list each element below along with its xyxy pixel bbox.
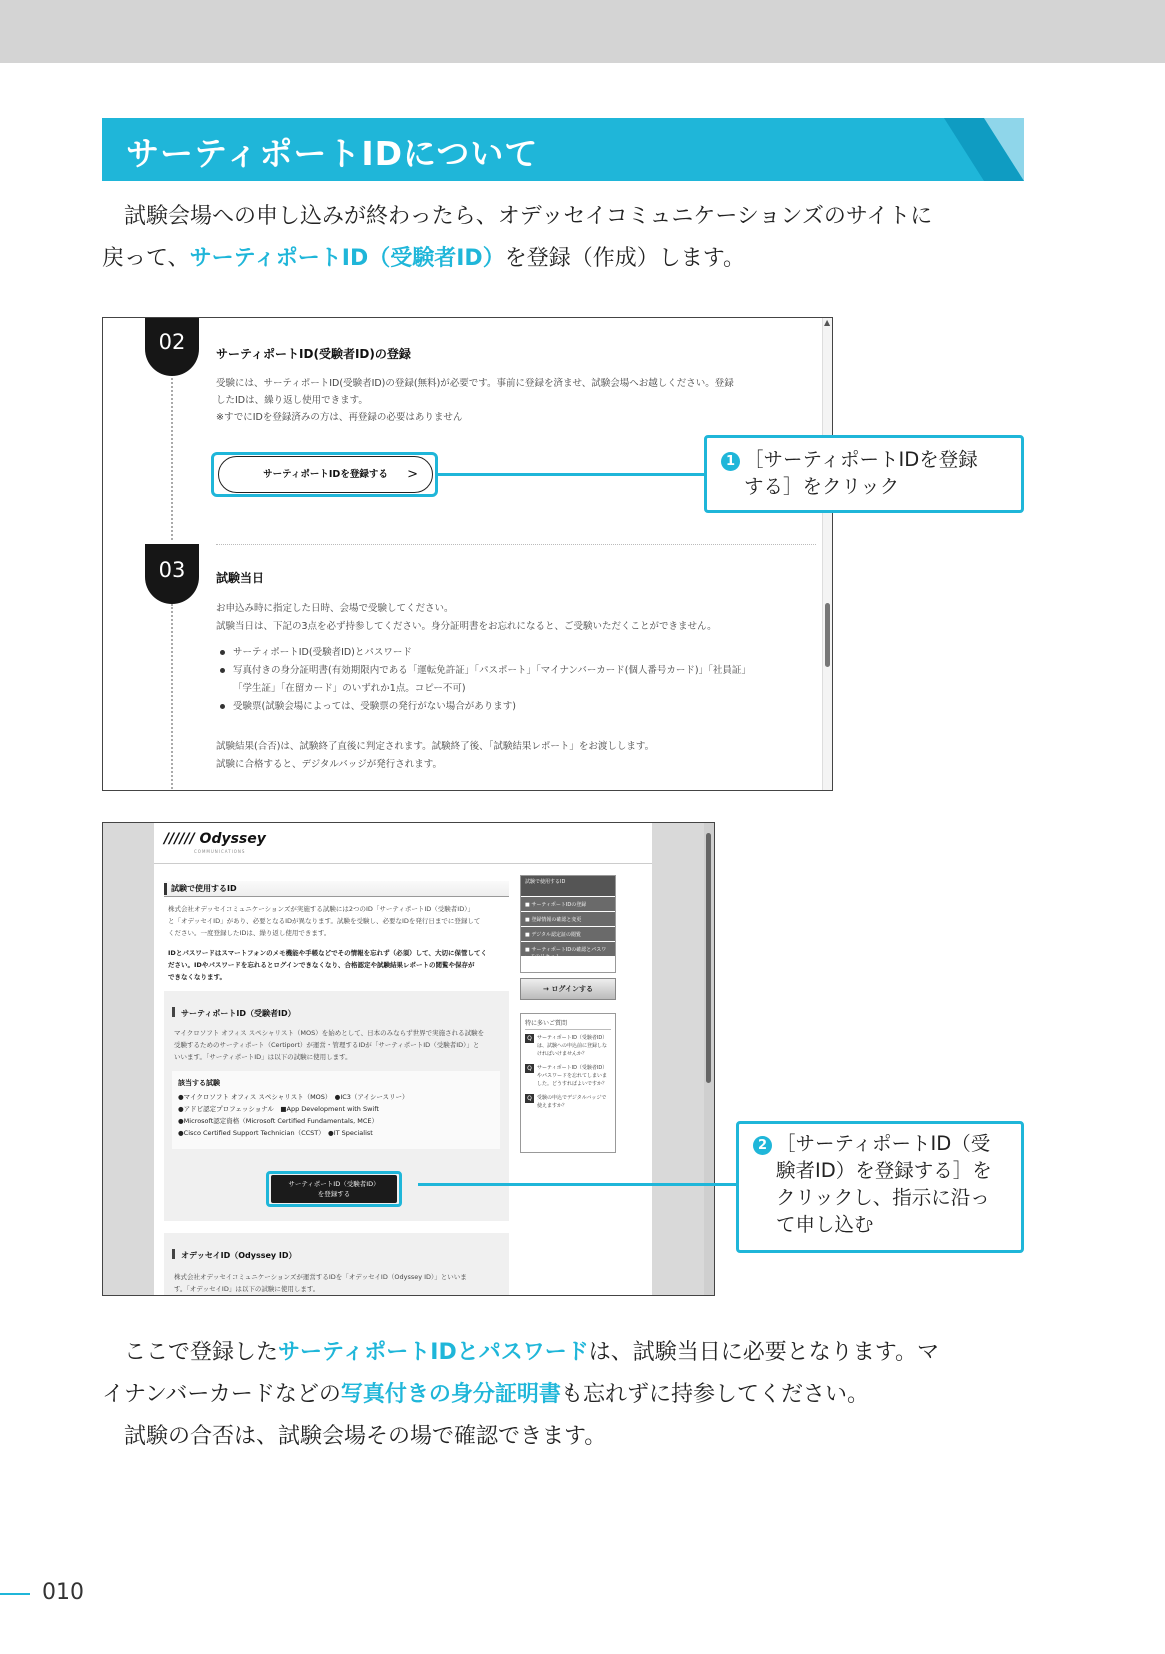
certiport-text-1: マイクロソフト オフィス スペシャリスト（MOS）を始めとして、日本のみならず世界で実施される試験を [174, 1029, 485, 1037]
callout-1-text: ［サーティポートIDを登録 [744, 448, 978, 471]
callout-1-line-1 [721, 446, 1011, 473]
callout-2 [736, 1121, 1024, 1253]
list-item [216, 662, 826, 679]
step-03-badge: 03 [145, 544, 199, 604]
outro-line-1 [102, 1332, 1024, 1374]
target-exam-row: ●アドビ認定プロフェッショナル ■App Development with Swift [178, 1105, 379, 1113]
web-page [154, 823, 652, 1295]
intro-line-1: 試験会場への申し込みが終わったら、オデッセイコミュニケーションズのサイトに [124, 204, 933, 229]
side-navigation [520, 875, 616, 973]
target-exams-heading: 該当する試験 [178, 1079, 220, 1087]
intro-text-3: ください。一度登録したIDは、繰り返し使用できます。 [168, 929, 331, 937]
callout-2-line-4: て申し込む [776, 1213, 874, 1236]
odyssey-logo-subtitle: COMMUNICATIONS [194, 849, 246, 854]
intro-paragraph [102, 196, 1024, 280]
step-02-text-1: 受験には、サーティポートID(受験者ID)の登録(無料)が必要です。事前に登録を済ませ、試験会場へお越しください。登録 [216, 378, 734, 389]
step-connector-line [171, 378, 173, 540]
target-exam-row: ●Microsoft認定資格（Microsoft Certified Fundamentals, MCE） [178, 1117, 379, 1125]
section-header [102, 118, 1024, 181]
scrollbar-thumb[interactable] [825, 603, 830, 667]
outro-highlight: 写真付きの身分証明書 [340, 1382, 561, 1407]
step-02-text-3: ※すでにIDを登録済みの方は、再登録の必要はありません [216, 412, 463, 423]
intro-text-1: 株式会社オデッセイコミュニケーションズが実施する試験には2つのID「サーティポートID（受験者ID）」 [168, 905, 474, 913]
step-03-text-1: お申込み時に指定した日時、会場で受験してください。 [216, 603, 454, 614]
callout-1-leader [437, 473, 707, 476]
screenshot-registration-steps [102, 317, 833, 791]
callout-1 [704, 435, 1024, 513]
outro-paragraph [102, 1332, 1024, 1458]
button-label-line-1: サーティポートID（受験者ID） [288, 1180, 380, 1188]
outro-line-3: 試験の合否は、試験会場その場で確認できます。 [124, 1424, 607, 1449]
highlight-box-2 [266, 1171, 402, 1207]
highlight-box-1 [211, 452, 438, 497]
warning-text-3: できなくなります。 [168, 973, 226, 981]
odyssey-logo: ////// Odyssey [164, 831, 266, 847]
odyssey-heading: オデッセイID（Odyssey ID） [172, 1249, 297, 1261]
list-item-continuation: 「学生証」「在留カード」のいずれか1点。コピー不可) [233, 683, 466, 694]
callout-1-line-2: する］をクリック [744, 475, 900, 498]
intro-line-2 [102, 238, 1024, 280]
side-nav-item[interactable]: ■ サーティポートIDの登録 [521, 896, 615, 911]
faq-box [520, 1013, 616, 1153]
intro-text: 戻って、 [102, 246, 190, 271]
callout-2-line-1 [753, 1130, 1011, 1157]
side-nav-item[interactable]: ■ サーティポートIDの確認とパスワードのリセット [521, 941, 615, 956]
odyssey-text-2: す。「オデッセイID」は以下の試験に使用します。 [174, 1285, 320, 1293]
divider [216, 544, 816, 545]
list-item [216, 698, 826, 715]
chevron-right-icon: > [407, 467, 418, 482]
intro-highlight: サーティポートID（受験者ID） [189, 246, 505, 271]
outro-text: は、試験当日に必要となります。マ [588, 1340, 939, 1365]
page-number-rule [0, 1593, 30, 1595]
step-02-title: サーティポートID(受験者ID)の登録 [216, 347, 411, 361]
callout-number-icon: 1 [721, 452, 740, 471]
step-03-text-3: 試験結果(合否)は、試験終了直後に判定されます。試験終了後、「試験結果レポート」をお渡しします。 [216, 741, 655, 752]
side-nav-item[interactable]: ■ 登録情報の確認と変更 [521, 911, 615, 926]
scroll-up-icon[interactable]: ▲ [824, 318, 831, 327]
faq-item[interactable]: Q サーティポートID（受験者ID）は、試験への申込前に登録しなければいけませんか？ [525, 1034, 611, 1058]
register-button-label: サーティポートIDを登録する [263, 469, 388, 480]
header-stripe-decoration [944, 118, 1024, 181]
intro-text-end: を登録（作成）します。 [504, 246, 745, 271]
bullet-text: 写真付きの身分証明書(有効期限内である「運転免許証」「パスポート」「マイナンバーカード(個人番号カード)」「社員証」 [233, 665, 751, 676]
target-exam-row: ●マイクロソフト オフィス スペシャリスト（MOS） ●IC3（アイシースリー） [178, 1093, 409, 1101]
odyssey-text-1: 株式会社オデッセイコミュニケーションズが運営するIDを「オデッセイID（Odyssey ID）」といいま [174, 1273, 467, 1281]
step-connector-line [171, 604, 173, 791]
faq-heading: 特に多いご質問 [525, 1018, 611, 1030]
screenshot-odyssey-id-page [102, 822, 715, 1296]
certiport-heading: サーティポートID（受験者ID） [172, 1007, 296, 1019]
step-02-badge: 02 [145, 317, 199, 376]
outro-text: も忘れずに持参してください。 [560, 1382, 869, 1407]
list-item [216, 644, 826, 661]
faq-item[interactable]: Q 受験の申込でデジタルバッジで使えますか？ [525, 1094, 611, 1110]
header-divider [154, 863, 652, 864]
callout-number-icon: 2 [753, 1136, 772, 1155]
step-03-text-4: 試験に合格すると、デジタルバッジが発行されます。 [216, 759, 443, 770]
warning-text-1: IDとパスワードはスマートフォンのメモ機能や手帳などでその情報を忘れず（必須）して、大切に保管してく [168, 949, 488, 957]
step-03-title: 試験当日 [216, 571, 265, 585]
outro-text: ここで登録した [124, 1340, 279, 1365]
login-button[interactable]: → ログインする [520, 978, 616, 1000]
top-band [0, 0, 1165, 63]
callout-2-text: ［サーティポートID（受 [776, 1132, 991, 1155]
target-exam-row: ●Cisco Certified Support Technician（CCST） ●IT Specialist [178, 1129, 373, 1137]
certiport-text-3: いいます。「サーティポートID」は以下の試験に使用します。 [174, 1053, 352, 1061]
certiport-text-2: 受験するためのサーティポート（Certiport）が運営・管理するIDが「サーティポートID（受験者ID）」と [174, 1041, 480, 1049]
section-title: サーティポートIDについて [126, 134, 539, 173]
outro-line-2 [102, 1374, 1024, 1416]
scrollbar[interactable] [822, 318, 832, 790]
faq-item[interactable]: Q サーティポートID（受験者ID）やパスワードを忘れてしまいました。どうすればよいですか？ [525, 1064, 611, 1088]
step-03-text-2: 試験当日は、下記の3点を必ず持参してください。身分証明書をお忘れになると、ご受験いただくことができません。 [216, 621, 717, 632]
scrollbar-thumb[interactable] [706, 833, 711, 1083]
warning-text-2: ださい。IDやパスワードを忘れるとログインできなくなり、合格認定や試験結果レポートの閲覧や保存が [168, 961, 475, 969]
outro-text: イナンバーカードなどの [102, 1382, 341, 1407]
step-02-text-2: したIDは、繰り返し使用できます。 [216, 395, 368, 406]
outro-highlight: サーティポートIDとパスワード [278, 1340, 589, 1365]
scrollbar[interactable] [704, 823, 714, 1295]
bullet-text: 受験票(試験会場によっては、受験票の発行がない場合があります) [233, 701, 516, 712]
side-nav-item[interactable]: ■ デジタル認定証の閲覧 [521, 926, 615, 941]
side-nav-header: 試験で使用するID [521, 876, 615, 896]
callout-2-line-2: 験者ID）を登録する］を [776, 1159, 992, 1182]
page-heading: 試験で使用するID [164, 881, 509, 897]
callout-2-line-3: クリックし、指示に沿っ [776, 1186, 990, 1209]
page-number: 010 [42, 1580, 84, 1605]
button-label-line-2: を登録する [317, 1190, 351, 1198]
bullet-text: サーティポートID(受験者ID)とパスワード [233, 647, 412, 658]
intro-text-2: と「オデッセイID」があり、必要となるIDが異なります。試験を受験し、必要なIDを発行日までに登録して [168, 917, 481, 925]
callout-2-leader [418, 1183, 740, 1186]
